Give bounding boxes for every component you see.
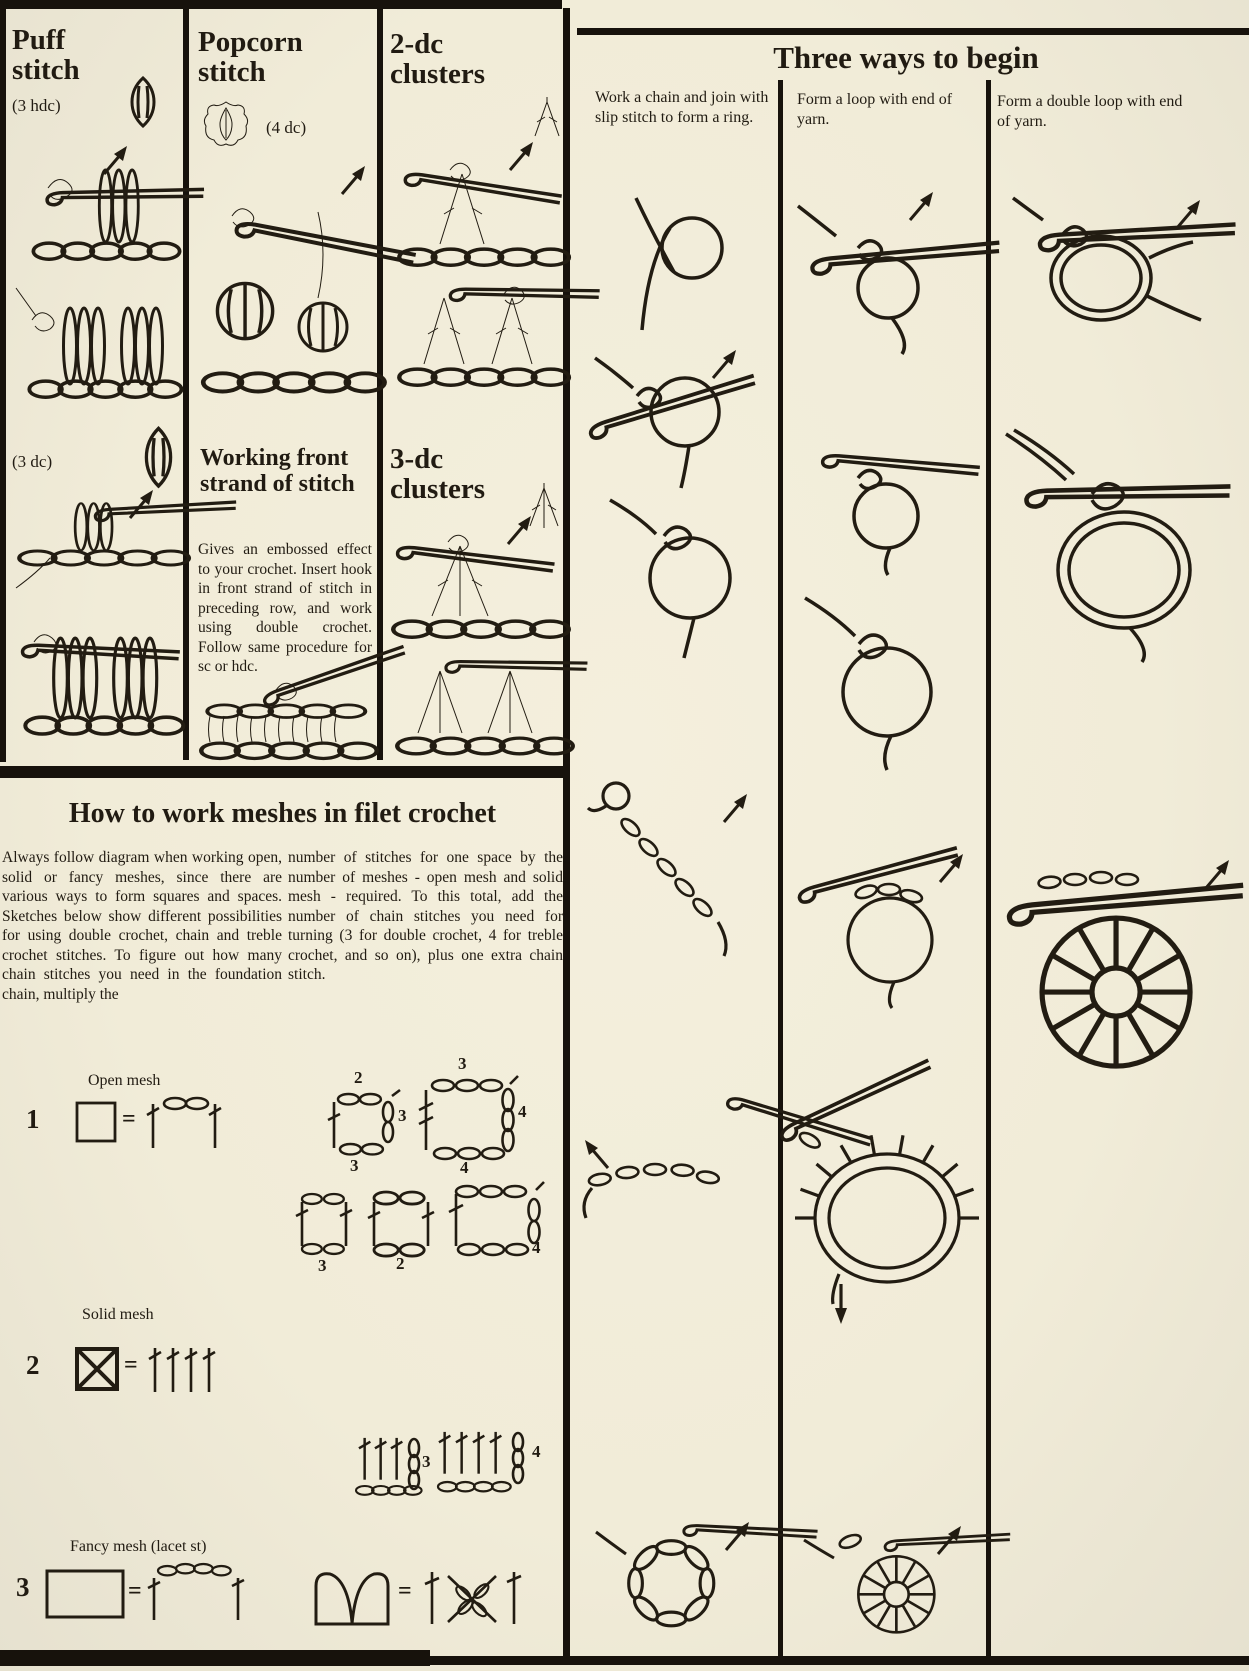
popcorn-stitch-title: Popcorn stitch — [198, 26, 303, 88]
filet-intro-right: number of stitches for one space by the number of meshes - open mesh and solid mesh - required. To this total, add the number of chain stitches you need for turning (3 for double crochet, 4 for treble crochet, and so on), plus one extra chain stitch. — [288, 849, 563, 984]
filet-title: How to work meshes in filet crochet — [68, 798, 497, 829]
puff-step3-illustration — [8, 490, 184, 598]
diagram-b-bottom-count: 4 — [460, 1158, 469, 1177]
fancy-mesh-symbol — [146, 1560, 246, 1626]
left-block-bottom-rule — [0, 766, 568, 778]
open-mesh-diagram-a — [326, 1086, 402, 1160]
way3-caption: Form a double loop with end of yarn. — [997, 93, 1183, 130]
divider-way1-way2 — [778, 80, 783, 1656]
puff-step4-illustration — [8, 610, 184, 738]
way2-step6-illustration — [790, 1524, 982, 1644]
solid-mesh-square — [74, 1346, 120, 1392]
front-strand-body: Gives an embossed effect to your crochet. Insert hook in front strand of stitch in preceding row, and work using double crochet. Follow same procedure for sc or hdc. — [198, 541, 372, 676]
open-mesh-square — [74, 1100, 118, 1144]
top-left-rule — [0, 0, 562, 9]
fancy-mesh-rect — [44, 1568, 126, 1620]
diagram-b-right-count: 4 — [518, 1102, 527, 1121]
fancy-mesh-label: Fancy mesh (lacet st) — [70, 1538, 207, 1555]
solid1-count: 3 — [422, 1452, 431, 1471]
way1-step5-illustration — [572, 1104, 774, 1232]
diagram-a-top-count: 2 — [354, 1068, 363, 1087]
puff-step2-illustration — [8, 282, 180, 400]
way1-step6-illustration — [578, 1522, 773, 1642]
open-mesh-symbol — [142, 1092, 230, 1152]
mesh-variant-diagram-3 — [446, 1180, 546, 1264]
row1-number: 1 — [26, 1104, 40, 1134]
open-mesh-diagram-b — [418, 1072, 520, 1162]
solid-mesh-label: Solid mesh — [82, 1306, 154, 1323]
variant3-count: 4 — [532, 1238, 541, 1257]
bottom-rule-left — [0, 1650, 430, 1666]
row3-equals-2: = — [398, 1578, 412, 1604]
way1-caption: Work a chain and join with slip stitch to form a ring. — [595, 89, 769, 126]
mesh-variant-diagram-2 — [366, 1186, 436, 1260]
fancy-mesh-petal-shape — [312, 1568, 392, 1628]
clusters2-step2-illustration — [388, 270, 566, 390]
diagram-b-top-count: 3 — [458, 1054, 467, 1073]
puff-hdc-label: (3 hdc) — [12, 96, 61, 115]
way3-step1-illustration — [1005, 194, 1235, 344]
way1-step3-illustration — [598, 492, 776, 660]
left-edge-rule — [0, 0, 6, 762]
way2-step2-illustration — [800, 420, 978, 575]
clusters2-title: 2-dc clusters — [390, 28, 486, 90]
popcorn-illustration — [196, 150, 376, 400]
front-strand-title: Working front strand of stitch — [200, 445, 355, 498]
right-top-rule — [577, 28, 1249, 35]
way3-step3-illustration — [998, 834, 1243, 1089]
way3-step2-illustration — [1000, 428, 1240, 663]
clusters3-title: 3-dc clusters — [390, 443, 486, 505]
way1-step2-illustration — [585, 338, 773, 488]
variant1-count: 3 — [318, 1256, 327, 1275]
variant2-count: 2 — [396, 1254, 405, 1273]
puff-dc-symbol-icon — [140, 424, 180, 490]
way2-step5-illustration — [775, 1078, 987, 1330]
row2-number: 2 — [26, 1350, 40, 1380]
clusters2-step1-illustration — [388, 140, 566, 270]
puff-stitch-symbol-icon — [126, 74, 160, 130]
divider-way2-way3 — [986, 80, 991, 1656]
filet-intro-left: Always follow diagram when working open, solid or fancy meshes, since there are various ways to form squares and spaces. Sketches below show different possibilities for using double crochet, chain and treble crochet stitches. To figure out how many chain stitches you need in the foundation chain, multiply the — [2, 849, 282, 1003]
way1-step4-illustration — [582, 766, 774, 958]
clusters2-symbol-icon — [528, 94, 566, 142]
way2-step3-illustration — [795, 588, 977, 770]
puff-dc-label: (3 dc) — [12, 452, 53, 471]
solid-mesh-diagram-2 — [438, 1414, 534, 1506]
solid-mesh-symbol — [146, 1340, 226, 1396]
fancy-mesh-crossed-symbol — [422, 1558, 522, 1632]
popcorn-symbol-icon — [202, 98, 250, 154]
diagram-a-right-count: 3 — [398, 1106, 407, 1125]
clusters3-step1-illustration — [384, 512, 566, 642]
solid-mesh-diagram-1 — [356, 1422, 428, 1506]
solid2-count: 4 — [532, 1442, 541, 1461]
row1-equals: = — [122, 1106, 136, 1132]
way2-step1-illustration — [792, 190, 980, 355]
front-strand-illustration — [196, 660, 376, 760]
row3-equals: = — [128, 1578, 142, 1604]
way2-caption: Form a loop with end of yarn. — [797, 91, 953, 128]
row3-number: 3 — [16, 1572, 30, 1602]
bottom-rule-right — [420, 1656, 1249, 1665]
way1-step1-illustration — [612, 192, 747, 337]
three-ways-title: Three ways to begin — [773, 40, 1039, 75]
row2-equals: = — [124, 1352, 138, 1378]
way2-step4-illustration — [788, 840, 984, 1008]
clusters3-step2-illustration — [388, 645, 564, 757]
puff-step1-illustration — [8, 146, 180, 264]
mesh-variant-diagram-1 — [296, 1188, 352, 1260]
open-mesh-label: Open mesh — [88, 1072, 161, 1089]
diagram-a-bottom-count: 3 — [350, 1156, 359, 1175]
puff-stitch-title: Puff stitch — [12, 24, 80, 86]
popcorn-dc-label: (4 dc) — [266, 118, 307, 137]
